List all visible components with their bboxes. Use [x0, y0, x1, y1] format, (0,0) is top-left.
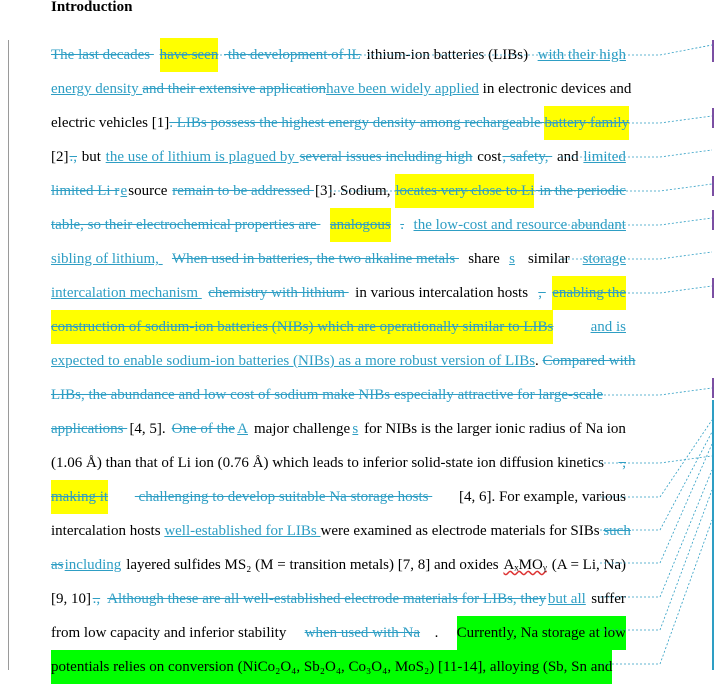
inserted-text: s [352, 421, 359, 437]
text-line [51, 174, 626, 208]
body-text: (A = Li, Na) [547, 557, 626, 573]
inserted-text: including [64, 557, 122, 573]
body-text: [4, 6]. For example, various [458, 489, 626, 505]
body-text: [9, 10] [51, 591, 91, 607]
body-text: but [78, 149, 105, 165]
green-highlight-text: Currently, Na storage at low [457, 616, 626, 650]
deleted-text: making it [51, 480, 108, 514]
deleted-text: analogous [330, 208, 391, 242]
body-text: and [553, 149, 583, 165]
body-text: similar [524, 251, 574, 267]
text-line [51, 446, 626, 480]
deleted-text: . [400, 217, 405, 233]
body-text: in electronic devices and [478, 81, 632, 97]
deleted-text: battery family [544, 106, 629, 140]
change-bar [712, 108, 714, 128]
text-line [51, 208, 626, 242]
deleted-text: the development of lL [224, 47, 361, 63]
text-line [51, 310, 626, 344]
deleted-text: limited Li r [51, 183, 120, 199]
deleted-text: when used with Na [304, 625, 421, 641]
inserted-text: well-established for LIBs [164, 523, 321, 539]
inserted-text: with their high [537, 47, 626, 63]
inserted-text: the use of lithium is plagued by [105, 149, 299, 165]
body-text: for NIBs is the larger ionic radius of Na ion [360, 421, 626, 437]
body-text: from low capacity and inferior stability [51, 625, 291, 641]
text-line [51, 480, 626, 514]
deleted-text: The last decades [51, 47, 154, 63]
deleted-text: in the periodic [535, 183, 626, 199]
document-body[interactable] [51, 38, 636, 684]
inserted-text: the low-cost and resource abundant [413, 217, 626, 233]
inserted-text: limited [583, 149, 626, 165]
deleted-text: remain to be addressed [172, 183, 314, 199]
deleted-text: applications [51, 421, 128, 437]
deleted-text: LIBs, the abundance and low cost of sodium make NIBs especially attractive for large-scale [51, 387, 604, 403]
text-line [51, 140, 626, 174]
text-line [51, 514, 631, 548]
inserted-text: but all [547, 591, 586, 607]
text-line [51, 650, 626, 684]
inserted-text: s [509, 251, 515, 267]
deleted-text: ., [69, 149, 77, 165]
text-line [51, 242, 626, 276]
text-line [51, 344, 636, 378]
inserted-text: sibling of lithium, [51, 251, 163, 267]
deleted-text: locates very close to Li [395, 174, 534, 208]
text-line [51, 38, 626, 72]
deleted-text: . LIBs possess the highest energy density among rechargeable [169, 115, 545, 131]
body-text: in various intercalation hosts [355, 285, 532, 301]
deleted-text: such [603, 523, 631, 539]
body-text: share [468, 251, 500, 267]
inserted-text: intercalation mechanism [51, 285, 202, 301]
body-text: cost [473, 149, 502, 165]
body-text: [3]. Sodium, [315, 183, 395, 199]
deleted-text: enabling the [552, 276, 626, 310]
section-heading: Introduction [51, 0, 133, 15]
body-text [102, 582, 106, 616]
deleted-text: challenging to develop suitable Na storage hosts [134, 489, 433, 505]
text-line [51, 72, 632, 106]
inserted-text: energy density [51, 81, 143, 97]
deleted-text: as [51, 557, 64, 573]
body-text: layered sulfides MS₂ (M = transition metals) [7, 8] and oxides [122, 557, 503, 573]
inserted-text: e [120, 183, 128, 199]
text-line [51, 412, 626, 446]
body-text: (1.06 Å) than that of Li ion (0.76 Å) which leads to inferior solid-state ion diffusion kinetics [51, 455, 604, 471]
deleted-text: , [618, 455, 626, 471]
text-line [51, 276, 626, 310]
change-bar [712, 278, 714, 298]
deleted-text: several issues including high [299, 149, 473, 165]
body-text: ithium-ion batteries (LIBs) [366, 47, 532, 63]
deleted-text: and their extensive application [142, 81, 327, 97]
deleted-text: One of the [171, 421, 235, 437]
body-text: source [128, 183, 172, 199]
page-margin-rule [8, 40, 9, 670]
inserted-text: storage [582, 251, 626, 267]
text-line [51, 106, 630, 140]
text-line [51, 616, 626, 650]
body-text: intercalation hosts [51, 523, 165, 539]
spellcheck-flagged-text: AₓMOᵧ [503, 557, 547, 573]
deleted-text: ., [92, 591, 101, 607]
deleted-text: have seen [160, 38, 219, 72]
text-line [51, 582, 626, 616]
deleted-text: chemistry with lithium [208, 285, 349, 301]
body-text: were examined as electrode materials for SIBs [320, 523, 604, 539]
body-text: suffer [587, 591, 626, 607]
green-highlight-text: potentials relies on conversion (NiCo₂O₄, Sb₂O₄, Co₃O₄, MoS₂) [11-14], alloying (Sb, Sn and [51, 650, 612, 684]
deleted-text: Although these are all well-established electrode materials for LIBs, they [107, 591, 547, 607]
deleted-text: When used in batteries, the two alkaline metals [171, 251, 459, 267]
deleted-text: , safety, [502, 149, 553, 165]
inserted-text: have been widely applied [326, 81, 479, 97]
body-text: . [535, 353, 543, 369]
deleted-text: construction of sodium-ion batteries (NIBs) which are operationally similar to LIBs [51, 310, 553, 344]
body-text: . [434, 625, 443, 641]
body-text: electric vehicles [1] [51, 115, 170, 131]
change-bar [712, 378, 714, 398]
body-text: major challenge [250, 421, 351, 437]
change-bar [712, 400, 714, 670]
inserted-text: A [237, 421, 248, 437]
change-bar [712, 210, 714, 230]
deleted-text: , [538, 285, 546, 301]
body-text: [4, 5]. [129, 421, 170, 437]
deleted-text: table, so their electrochemical properties are [51, 217, 321, 233]
body-text: [2] [51, 149, 69, 165]
text-line [51, 378, 626, 412]
change-bar [712, 176, 714, 196]
inserted-text: expected to enable sodium-ion batteries (NIBs) as a more robust version of LIBs [51, 353, 536, 369]
inserted-text: and is [590, 319, 626, 335]
change-bar [712, 40, 714, 62]
deleted-text: Compared with [542, 353, 636, 369]
text-line [51, 548, 626, 582]
